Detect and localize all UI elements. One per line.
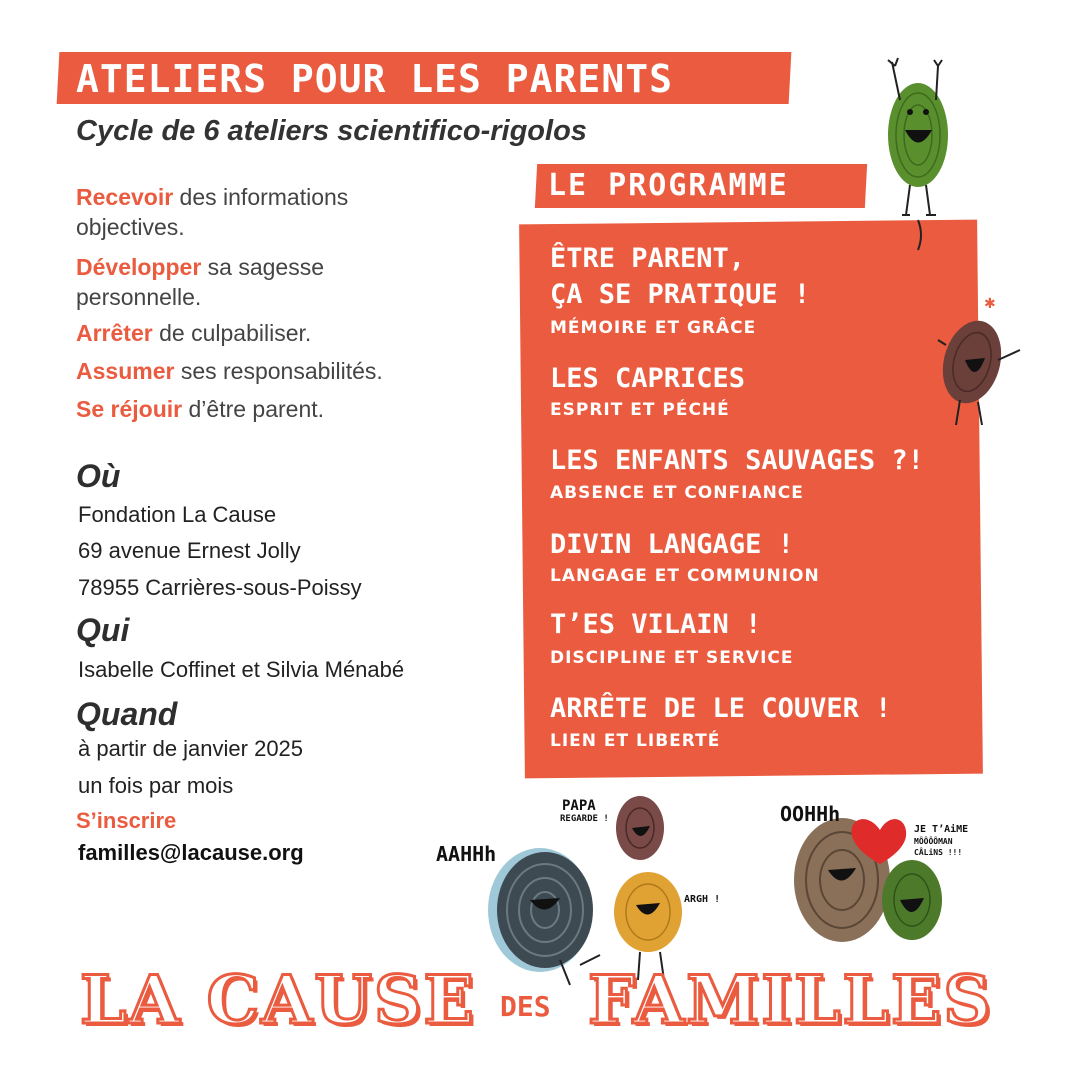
email-link[interactable]: familles@lacause.org [78, 840, 304, 865]
small-brown-character [616, 796, 664, 860]
prog-item-1-title: ÊTRE PARENT, [550, 243, 746, 274]
benefit-text: des informations [173, 184, 349, 210]
prog-item-4-sub: LANGAGE ET COMMUNION [550, 566, 820, 586]
speech-jetaime-1: JE T’AiME [914, 824, 969, 835]
ou-heading: Où [76, 458, 121, 494]
prog-item-2-title: LES CAPRICES [550, 363, 746, 394]
benefit-text: d’être parent. [182, 396, 325, 422]
brand-des: DES [500, 990, 551, 1023]
benefit-1-cont: objectives. [76, 214, 185, 240]
benefit-verb: Arrêter [76, 320, 153, 346]
address-line-2: 69 avenue Ernest Jolly [78, 538, 301, 563]
programme-heading: LE PROGRAMME [548, 168, 789, 203]
prog-item-5-sub: DISCIPLINE ET SERVICE [550, 648, 794, 668]
speech-argh: ARGH ! [684, 894, 721, 905]
benefit-text: de culpabiliser. [152, 320, 312, 346]
prog-item-6-title: ARRÊTE DE LE COUVER ! [550, 693, 892, 724]
brand-la-cause: LA CAUSE [80, 961, 476, 1039]
speech-jetaime-3: CÂLiNS !!! [914, 848, 963, 857]
inscription-label: S’inscrire [76, 808, 177, 833]
benefit-2-cont: personnelle. [76, 284, 202, 310]
blue-fingerprint-character [488, 848, 600, 985]
quand-heading: Quand [76, 696, 178, 732]
sparkle-icon: ✱ [984, 296, 996, 312]
page-title: ATELIERS POUR LES PARENTS [76, 57, 673, 101]
speech-jetaime-2: MÔÔÔÔMAN [914, 837, 953, 846]
benefit-verb: Développer [76, 254, 202, 280]
qui-names: Isabelle Coffinet et Silvia Ménabé [78, 657, 405, 682]
quand-line-1: à partir de janvier 2025 [78, 736, 304, 761]
prog-item-2-sub: ESPRIT ET PÉCHÉ [550, 400, 730, 420]
benefit-verb: Se réjouir [76, 396, 183, 422]
speech-aahh: AAHHh [436, 842, 497, 866]
speech-papa: PAPA [562, 798, 596, 814]
address-line-3: 78955 Carrières-sous-Poissy [78, 575, 362, 600]
small-green-character [882, 860, 942, 940]
prog-item-1-title-2: ÇA SE PRATIQUE ! [550, 279, 811, 310]
prog-item-3-title: LES ENFANTS SAUVAGES ?! [550, 445, 924, 476]
prog-item-6-sub: LIEN ET LIBERTÉ [550, 731, 721, 751]
green-fingerprint-character [888, 58, 948, 250]
quand-line-2: un fois par mois [78, 773, 234, 798]
prog-item-4-title: DIVIN LANGAGE ! [550, 529, 794, 560]
page-subtitle: Cycle de 6 ateliers scientifico-rigolos [76, 115, 587, 147]
benefit-text: sa sagesse [201, 254, 325, 280]
benefit-verb: Recevoir [76, 184, 174, 210]
prog-item-3-sub: ABSENCE ET CONFIANCE [550, 483, 804, 503]
speech-oohh: OOHHh [780, 802, 841, 826]
benefit-verb: Assumer [76, 358, 175, 384]
address-line-1: Fondation La Cause [78, 502, 277, 527]
benefit-text: ses responsabilités. [174, 358, 383, 384]
speech-regarde: REGARDE ! [560, 814, 609, 824]
prog-item-5-title: T’ES VILAIN ! [550, 609, 762, 640]
brand-familles: FAMILLES [588, 961, 993, 1039]
prog-item-1-sub: MÉMOIRE ET GRÂCE [550, 318, 757, 338]
brown-fingerprint-character [934, 296, 1020, 425]
qui-heading: Qui [76, 612, 130, 648]
